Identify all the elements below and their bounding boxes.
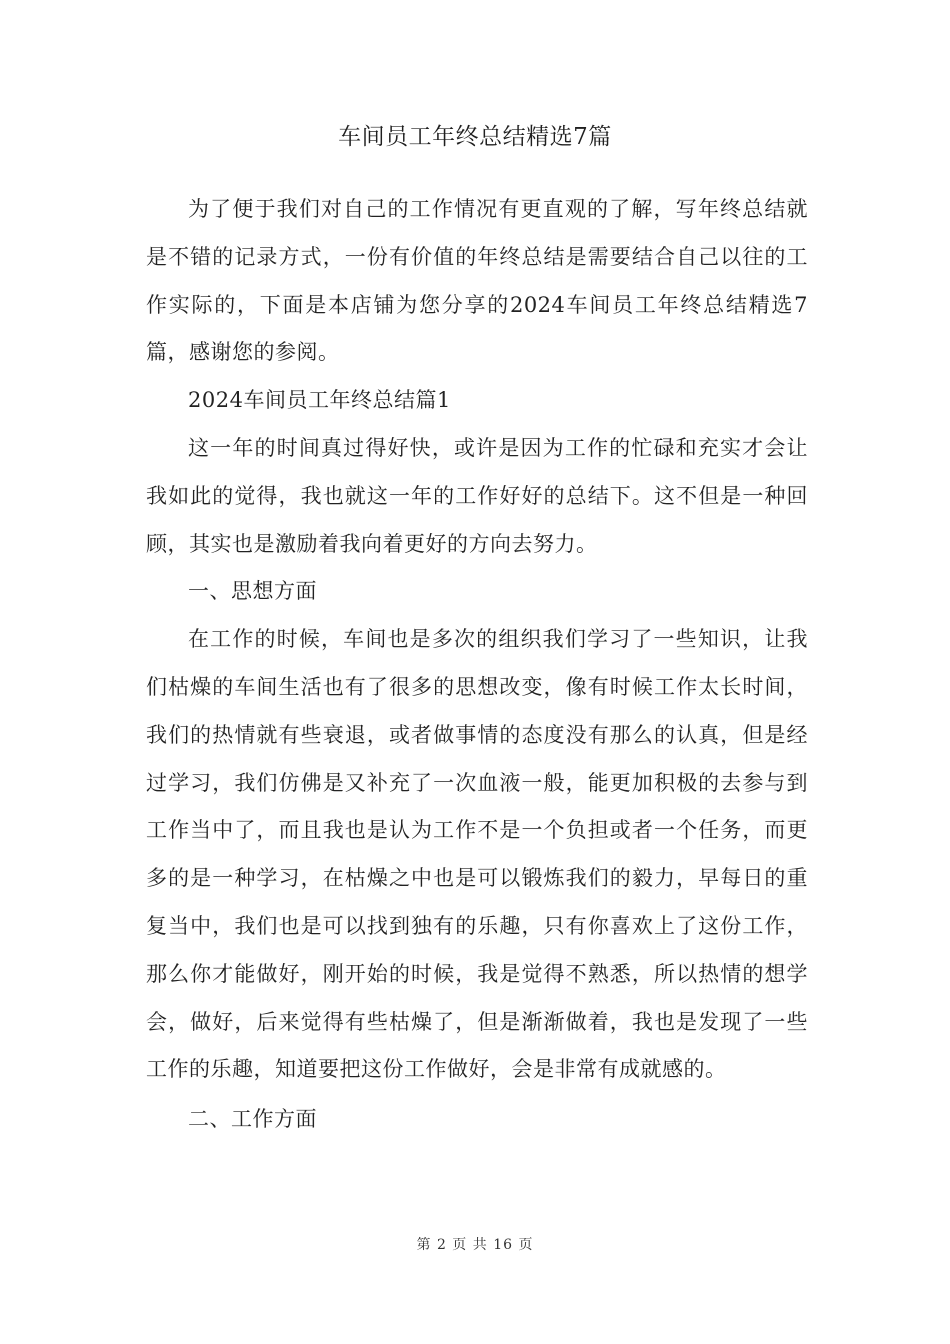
section-heading: 一、思想方面: [188, 579, 317, 604]
intro-paragraph: 为了便于我们对自己的工作情况有更直观的了解，写年终总结就是不错的记录方式，一份有价值的年终总结是需要结合自己以往的工作实际的，下面是本店铺为您分享的2024车间员工年终总结精选7篇，感谢您的参阅。: [146, 197, 808, 365]
document-title: 车间员工年终总结精选7篇: [338, 124, 612, 150]
section-heading: 2024车间员工年终总结篇1: [188, 388, 451, 413]
section-heading: 二、工作方面: [188, 1107, 317, 1132]
body-paragraph: 在工作的时候，车间也是多次的组织我们学习了一些知识，让我们枯燥的车间生活也有了很多的思想改变，像有时候工作太长时间，我们的热情就有些衰退，或者做事情的态度没有那么的认真，但是经过学习，我们仿佛是又补充了一次血液一般，能更加积极的去参与到工作当中了，而且我也是认为工作不是一个负担或者一个任务，而更多的是一种学习，在枯燥之中也是可以锻炼我们的毅力，早每日的重复当中，我们也是可以找到独有的乐趣，只有你喜欢上了这份工作，那么你才能做好，刚开始的时候，我是觉得不熟悉，所以热情的想学会，做好，后来觉得有些枯燥了，但是渐渐做着，我也是发现了一些工作的乐趣，知道要把这份工作做好，会是非常有成就感的。: [146, 627, 808, 1082]
body-paragraph: 这一年的时间真过得好快，或许是因为工作的忙碌和充实才会让我如此的觉得，我也就这一年的工作好好的总结下。这不但是一种回顾，其实也是激励着我向着更好的方向去努力。: [146, 435, 808, 556]
page-footer: 第 2 页 共 16 页: [416, 1237, 534, 1253]
document-body: [146, 186, 808, 1144]
